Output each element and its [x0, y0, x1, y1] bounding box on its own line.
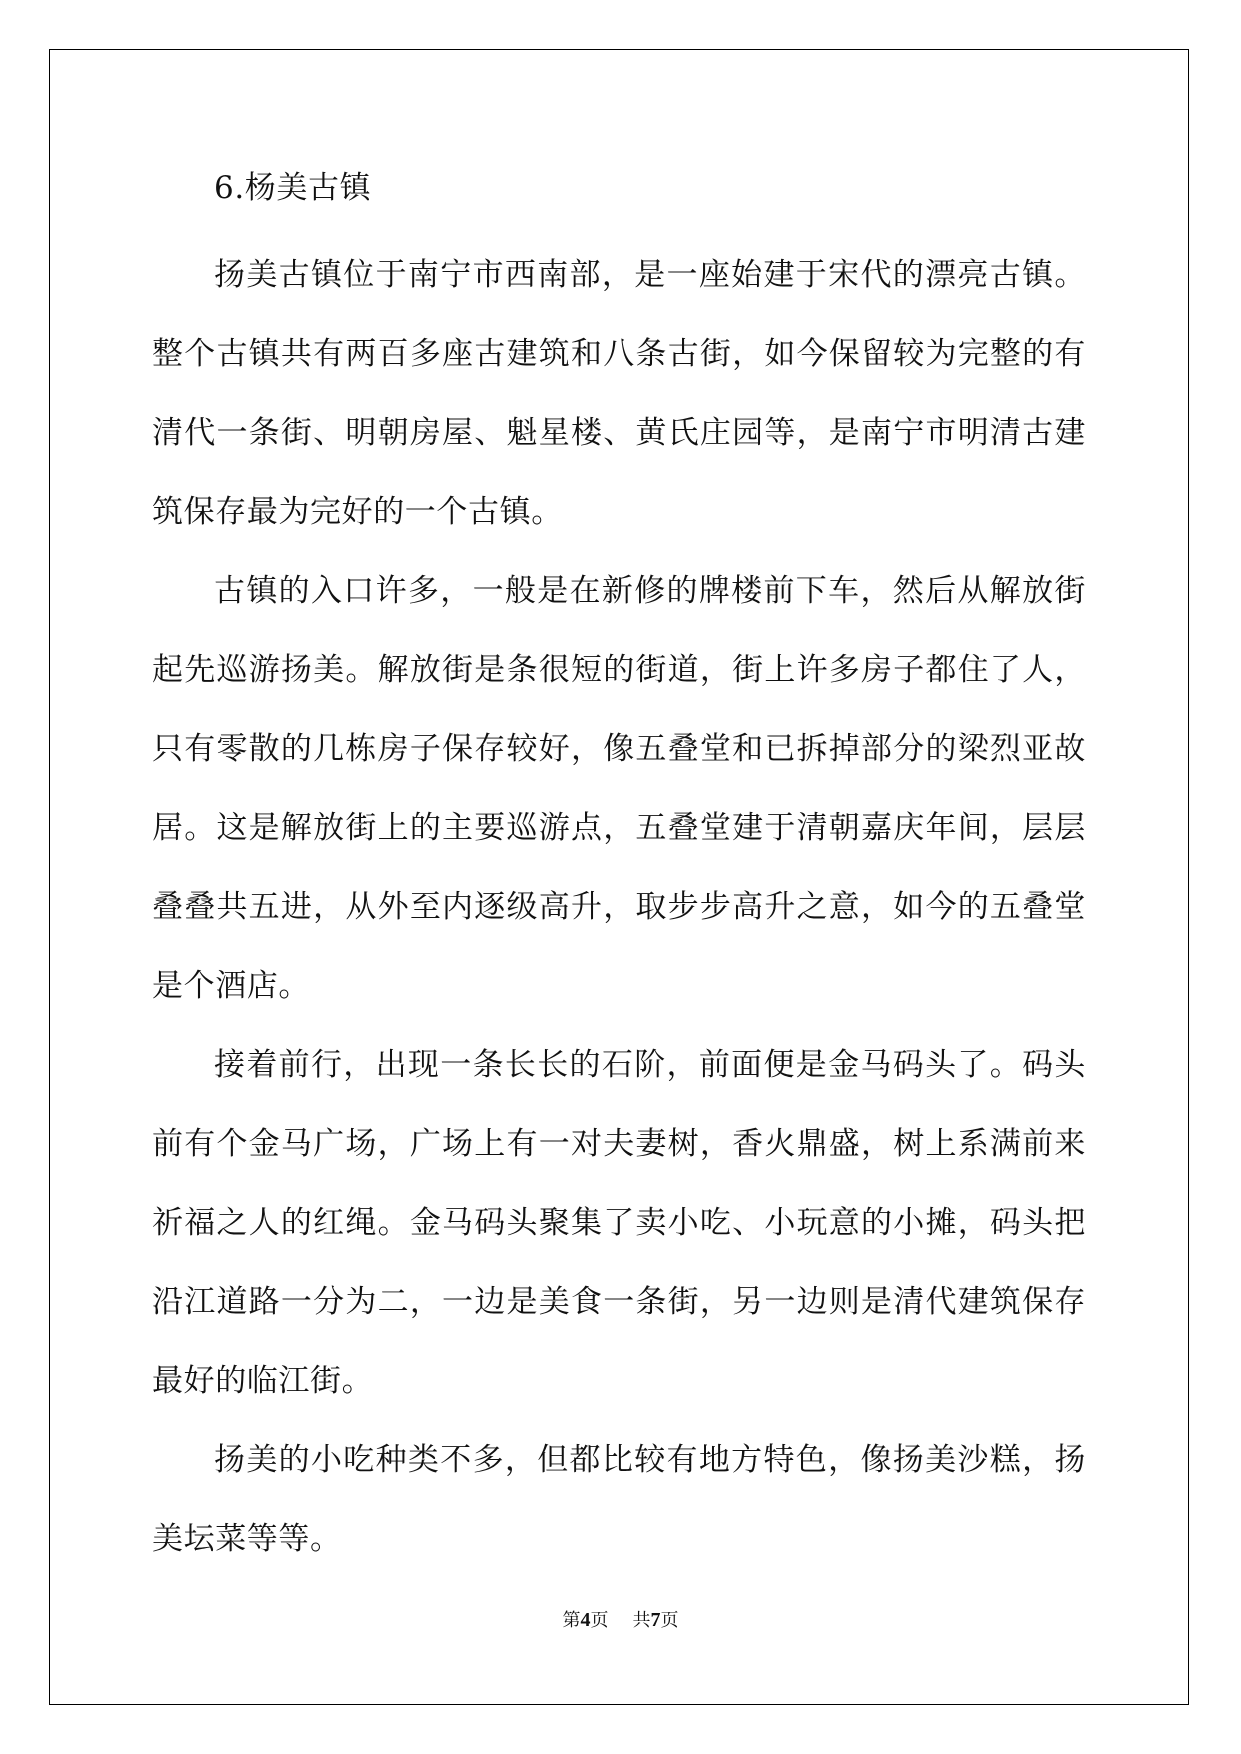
- paragraph-3: 接着前行，出现一条长长的石阶，前面便是金马码头了。码头前有个金马广场，广场上有一对夫妻树，香火鼎盛，树上系满前来祈福之人的红绳。金马码头聚集了卖小吃、小玩意的小摊，码头把沿江道路一分为二，一边是美食一条街，另一边则是清代建筑保存最好的临江街。: [152, 1047, 1086, 1399]
- total-page-count: 7: [650, 1609, 661, 1631]
- current-page-number: 4: [580, 1609, 591, 1631]
- paragraph-2: 古镇的入口许多，一般是在新修的牌楼前下车，然后从解放街起先巡游扬美。解放街是条很短的街道，街上许多房子都住了人，只有零散的几栋房子保存较好，像五叠堂和已拆掉部分的梁烈亚故居。这是解放街上的主要巡游点，五叠堂建于清朝嘉庆年间，层层叠叠共五进，从外至内逐级高升，取步步高升之意，如今的五叠堂是个酒店。: [152, 573, 1086, 1004]
- paragraph-4: 扬美的小吃种类不多，但都比较有地方特色，像扬美沙糕，扬美坛菜等等。: [152, 1442, 1086, 1557]
- total-suffix: 页: [660, 1610, 679, 1631]
- page-suffix: 页: [590, 1610, 609, 1631]
- paragraph-1: 扬美古镇位于南宁市西南部，是一座始建于宋代的漂亮古镇。整个古镇共有两百多座古建筑和八条古街，如今保留较为完整的有清代一条街、明朝房屋、魁星楼、黄氏庄园等，是南宁市明清古建筑保存最为完好的一个古镇。: [152, 257, 1086, 530]
- document-body: [152, 158, 1086, 1579]
- page-footer: [0, 1606, 1241, 1632]
- page-prefix: 第: [562, 1610, 581, 1631]
- heading-spacer: [152, 218, 1086, 236]
- section-heading: 6.杨美古镇: [214, 170, 372, 206]
- total-prefix: 共: [632, 1610, 651, 1631]
